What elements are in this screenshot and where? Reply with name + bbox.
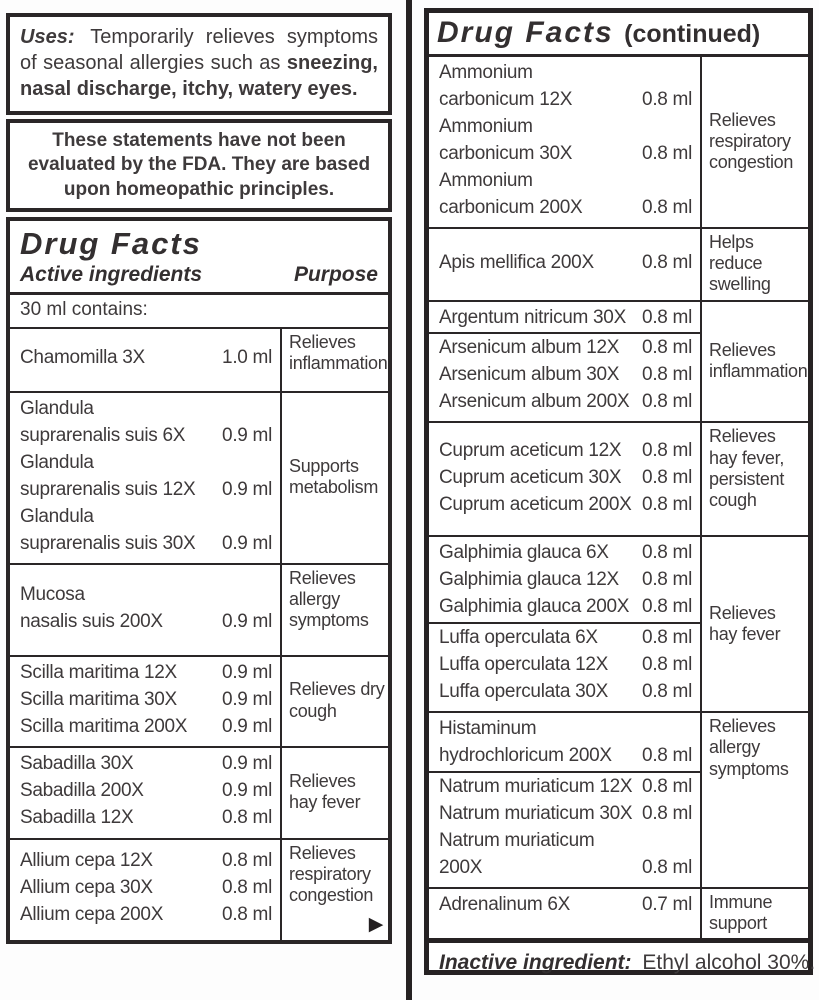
ingredient-cell [10, 840, 282, 940]
ingredient-item [439, 465, 692, 492]
ingredient-item [439, 60, 692, 114]
ingredient-row [10, 393, 388, 565]
purpose-text: Relieves hay fever [289, 770, 361, 813]
column-divider [406, 0, 412, 1000]
ingredient-group [20, 582, 272, 636]
ingredient-item [439, 801, 692, 828]
ingredient-item [439, 567, 692, 594]
ingredient-item [439, 389, 692, 416]
ingredient-item [439, 652, 692, 679]
ingredient-row [429, 302, 808, 424]
continued-label: (continued) [624, 20, 761, 48]
ingredient-name: Apis mellifica 200X [439, 251, 594, 273]
ingredient-cell [429, 713, 702, 887]
purpose-text: Relieves respiratory congestion [289, 842, 374, 906]
purpose-cell [702, 229, 808, 300]
ingredient-name: Sabadilla 12X [20, 807, 134, 829]
ingredient-name: Ammonium carbonicum 30X [439, 115, 573, 164]
purpose-text: Relieves hay fever [709, 602, 781, 644]
ingredient-item [439, 625, 692, 652]
ingredient-amount: 0.8 ml [642, 745, 692, 767]
ingredient-item [20, 504, 272, 558]
ingredient-row [429, 889, 808, 938]
ingredient-item [439, 168, 692, 222]
ingredient-amount: 0.8 ml [642, 542, 692, 564]
purpose-cell [702, 713, 808, 887]
ingredient-amount: 0.8 ml [642, 627, 692, 649]
ingredient-name: Argentum nitricum 30X [439, 306, 626, 328]
ingredient-name: Glandula suprarenalis suis 6X [20, 397, 186, 446]
ingredient-cell [429, 57, 702, 227]
ingredient-amount: 0.8 ml [642, 493, 692, 515]
ingredient-name: Galphimia glauca 12X [439, 569, 619, 591]
ingredient-table [429, 57, 808, 938]
ingredient-group [439, 60, 692, 222]
ingredient-item [20, 450, 272, 504]
drug-facts-box [6, 217, 392, 944]
ingredient-group [429, 771, 700, 882]
ingredient-amount: 0.7 ml [642, 894, 692, 916]
ingredient-item [20, 751, 272, 778]
ingredient-cell [10, 748, 282, 838]
right-panel [424, 8, 816, 975]
drug-facts-continued-box [424, 8, 816, 975]
fda-disclaimer-box [6, 119, 392, 212]
purpose-text: Relieves respiratory congestion [709, 109, 794, 173]
ingredient-item [20, 582, 272, 636]
purpose-cell [702, 423, 808, 535]
purpose-cell [282, 393, 388, 563]
ingredient-name: Luffa operculata 30X [439, 681, 609, 703]
ingredient-item [439, 438, 692, 465]
ingredient-amount: 0.9 ml [222, 688, 272, 710]
ingredient-amount: 0.9 ml [222, 780, 272, 802]
ingredient-cell [429, 889, 702, 938]
ingredient-row [429, 713, 808, 889]
ingredient-item [439, 828, 692, 882]
purpose-cell [702, 302, 808, 422]
ingredient-group [20, 751, 272, 832]
ingredient-group [20, 848, 272, 929]
purpose-text: Immune support [709, 892, 773, 934]
ingredient-amount: 0.8 ml [642, 142, 692, 164]
drug-facts-title: Drug Facts [20, 225, 202, 261]
ingredient-row [429, 229, 808, 302]
ingredient-name: Cuprum aceticum 30X [439, 466, 622, 488]
ingredient-group [439, 540, 692, 621]
ingredient-amount: 0.9 ml [222, 532, 272, 554]
ingredient-name: Sabadilla 200X [20, 780, 144, 802]
ingredient-amount: 0.8 ml [642, 337, 692, 359]
ingredient-group [429, 622, 700, 706]
ingredient-amount: 0.8 ml [642, 88, 692, 110]
ingredient-amount: 0.9 ml [222, 715, 272, 737]
ingredient-item [20, 875, 272, 902]
left-panel [6, 13, 392, 944]
ingredient-amount: 0.8 ml [222, 850, 272, 872]
ingredient-amount: 0.9 ml [222, 753, 272, 775]
ingredient-row [10, 565, 388, 657]
ingredient-item [20, 848, 272, 875]
uses-symptoms-text: sneezing, nasal discharge, itchy, watery eyes. [20, 52, 378, 100]
active-ingredients-header: Active ingredients [20, 262, 203, 286]
ingredient-item [439, 250, 692, 277]
ingredient-item [439, 335, 692, 362]
inactive-ingredient-label: Inactive ingredient: [439, 951, 632, 975]
purpose-text: Relieves inflammation [709, 339, 808, 381]
fda-disclaimer-text: These statements have not been evaluated by the FDA. They are based upon homeopathic principles. [27, 130, 371, 200]
ingredient-name: Cuprum aceticum 200X [439, 493, 632, 515]
ingredient-name: Natrum muriaticum 200X [439, 830, 595, 879]
ingredient-item [20, 660, 272, 687]
ingredient-name: Luffa operculata 12X [439, 654, 609, 676]
purpose-cell [282, 748, 388, 838]
ingredient-item [20, 345, 272, 372]
ingredient-item [20, 714, 272, 741]
ingredient-cell [429, 537, 702, 711]
ingredient-name: Glandula suprarenalis suis 30X [20, 505, 196, 554]
ingredient-item [20, 778, 272, 805]
ingredient-row [429, 423, 808, 537]
ingredient-name: Ammonium carbonicum 200X [439, 169, 583, 218]
ingredient-amount: 0.8 ml [642, 681, 692, 703]
purpose-text: Supports metabolism [289, 456, 379, 498]
ingredient-amount: 0.8 ml [642, 251, 692, 273]
ingredient-name: Glandula suprarenalis suis 12X [20, 451, 196, 500]
ingredient-cell [10, 329, 282, 391]
ingredient-amount: 1.0 ml [222, 347, 272, 369]
ingredient-item [20, 902, 272, 929]
purpose-cell [702, 889, 808, 938]
purpose-cell [282, 565, 388, 655]
ingredient-name: Allium cepa 200X [20, 904, 164, 926]
ingredient-amount: 0.9 ml [222, 610, 272, 632]
ingredient-group [429, 332, 700, 416]
purpose-cell [282, 840, 388, 940]
ingredient-name: Mucosa nasalis suis 200X [20, 583, 163, 632]
ingredient-group [439, 438, 692, 519]
purpose-cell [282, 657, 388, 746]
contains-note: 30 ml contains: [10, 292, 388, 329]
ingredient-name: Chamomilla 3X [20, 347, 145, 369]
ingredient-amount: 0.8 ml [642, 569, 692, 591]
ingredient-cell [429, 423, 702, 535]
ingredient-cell [429, 229, 702, 300]
ingredient-name: Arsenicum album 12X [439, 337, 620, 359]
purpose-text: Relieves dry cough [289, 679, 385, 721]
ingredient-amount: 0.8 ml [642, 596, 692, 618]
ingredient-group [439, 892, 692, 919]
ingredient-amount: 0.8 ml [222, 904, 272, 926]
uses-text: Temporarily relieves symptoms of seasonal allergies such as [20, 26, 378, 74]
ingredient-amount: 0.8 ml [642, 776, 692, 798]
ingredient-name: Arsenicum album 30X [439, 364, 620, 386]
purpose-cell [702, 57, 808, 227]
ingredient-row [10, 329, 388, 393]
ingredient-amount: 0.8 ml [642, 857, 692, 879]
uses-label: Uses: [20, 26, 75, 48]
ingredient-cell [10, 565, 282, 655]
ingredient-item [439, 892, 692, 919]
ingredient-item [439, 716, 692, 770]
ingredient-item [20, 805, 272, 832]
ingredient-amount: 0.9 ml [222, 478, 272, 500]
ingredient-item [439, 679, 692, 706]
ingredient-amount: 0.8 ml [222, 877, 272, 899]
ingredient-cell [10, 393, 282, 563]
ingredient-group [439, 305, 692, 332]
ingredient-item [439, 114, 692, 168]
ingredient-amount: 0.8 ml [642, 654, 692, 676]
purpose-text: Relieves hay fever, persistent cough [709, 426, 785, 511]
ingredient-name: Ammonium carbonicum 12X [439, 62, 573, 110]
ingredient-item [439, 492, 692, 519]
ingredient-name: Histaminum hydrochloricum 200X [439, 718, 612, 767]
purpose-cell [702, 537, 808, 711]
ingredient-amount: 0.8 ml [642, 803, 692, 825]
ingredient-item [20, 396, 272, 450]
ingredient-name: Natrum muriaticum 12X [439, 776, 633, 798]
ingredient-amount: 0.8 ml [642, 391, 692, 413]
ingredient-amount: 0.8 ml [642, 466, 692, 488]
purpose-text: Relieves allergy symptoms [709, 716, 789, 779]
ingredient-cell [429, 302, 702, 422]
ingredient-item [439, 305, 692, 332]
purpose-text: Relieves inflammation [289, 331, 388, 374]
inactive-ingredient-box [429, 938, 816, 984]
ingredient-item [439, 362, 692, 389]
drug-facts-header [10, 221, 388, 262]
ingredient-name: Galphimia glauca 6X [439, 542, 609, 564]
ingredient-name: Cuprum aceticum 12X [439, 439, 622, 461]
purpose-text: Helps reduce swelling [709, 231, 771, 295]
uses-box [6, 13, 392, 115]
ingredient-cell [10, 657, 282, 746]
ingredient-name: Scilla maritima 200X [20, 715, 188, 737]
ingredient-row [429, 537, 808, 713]
ingredient-group [20, 396, 272, 558]
ingredient-item [439, 540, 692, 567]
ingredient-name: Luffa operculata 6X [439, 627, 598, 649]
purpose-header: Purpose [293, 262, 378, 286]
ingredient-group [20, 345, 272, 372]
ingredient-group [439, 716, 692, 770]
ingredient-name: Natrum muriaticum 30X [439, 803, 633, 825]
ingredient-name: Galphimia glauca 200X [439, 596, 630, 618]
ingredient-amount: 0.9 ml [222, 424, 272, 446]
continued-arrow-icon: ▶ [368, 914, 383, 936]
ingredient-row [429, 57, 808, 229]
ingredient-group [439, 250, 692, 277]
purpose-cell [282, 329, 388, 391]
ingredient-name: Allium cepa 30X [20, 877, 153, 899]
ingredient-row [10, 748, 388, 840]
ingredient-name: Scilla maritima 30X [20, 688, 177, 710]
ingredient-amount: 0.8 ml [642, 364, 692, 386]
ingredient-name: Adrenalinum 6X [439, 894, 570, 916]
ingredient-amount: 0.9 ml [222, 661, 272, 683]
ingredient-amount: 0.8 ml [642, 306, 692, 328]
ingredient-name: Allium cepa 12X [20, 850, 153, 872]
ingredient-row [10, 840, 388, 940]
drug-facts-continued-header [429, 13, 808, 57]
inactive-ingredient-text: Ethyl alcohol 30%. [642, 951, 816, 975]
ingredient-amount: 0.8 ml [642, 196, 692, 218]
ingredient-amount: 0.8 ml [642, 439, 692, 461]
ingredient-item [20, 687, 272, 714]
ingredient-name: Sabadilla 30X [20, 753, 134, 775]
ingredient-item [439, 594, 692, 621]
drug-facts-title: Drug Facts [437, 16, 614, 49]
ingredient-amount: 0.8 ml [222, 807, 272, 829]
purpose-text: Relieves allergy symptoms [289, 567, 369, 631]
column-headers [10, 262, 388, 292]
ingredient-item [439, 774, 692, 801]
ingredient-row [10, 657, 388, 748]
ingredient-name: Scilla maritima 12X [20, 661, 177, 683]
ingredient-group [20, 660, 272, 741]
ingredient-name: Arsenicum album 200X [439, 391, 630, 413]
